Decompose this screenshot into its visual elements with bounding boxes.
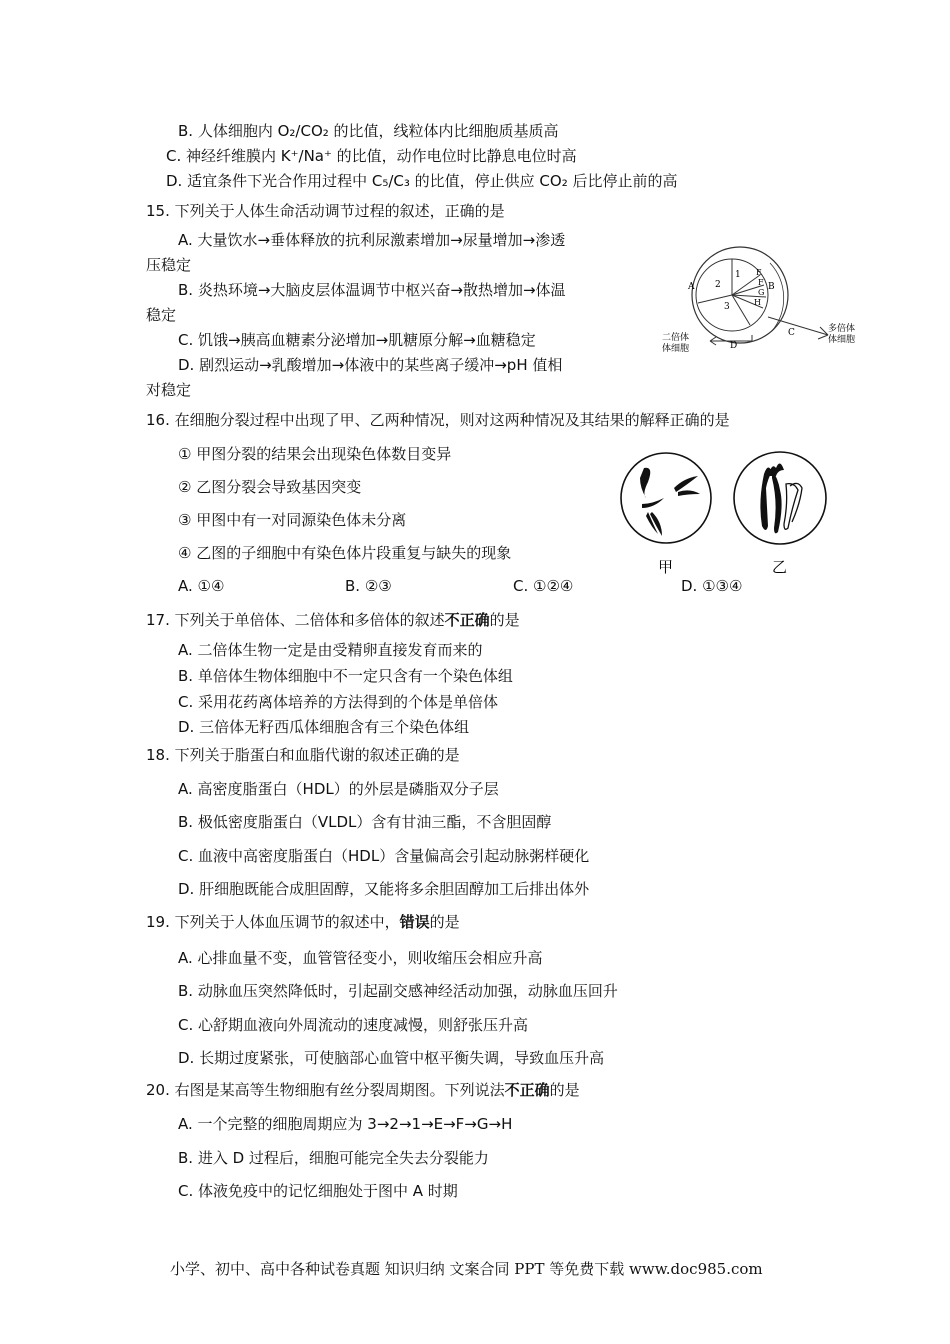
q15-option-d-line1: D. 剧烈运动→乳酸增加→体液中的某些离子缓冲→pH 值相 [178,356,563,374]
q15-option-b-line1: B. 炎热环境→大脑皮层体温调节中枢兴奋→散热增加→体温 [178,281,566,299]
polyploid-label-1: 多倍体 [828,324,856,334]
q17-stem-emphasis: 不正确 [444,611,490,629]
q15-option-a-line1: A. 大量饮水→垂体释放的抗利尿激素增加→尿量增加→渗透 [178,231,566,249]
figure-jia-label: 甲 [658,558,674,576]
q16-statement-4: ④ 乙图的子细胞中有染色体片段重复与缺失的现象 [178,544,512,562]
svg-text:H: H [754,298,761,307]
svg-text:C: C [788,328,795,338]
segment-label-1: 1 [735,270,741,280]
q14-option-b: B. 人体细胞内 O₂/CO₂ 的比值，线粒体内比细胞质基质高 [178,122,559,140]
q15-option-d-line2: 对稳定 [146,381,192,399]
label-b: B [768,282,775,292]
q20-stem: 20. 右图是某高等生物细胞有丝分裂周期图。下列说法不正确的是 [146,1081,580,1099]
q15-stem: 15. 下列关于人体生命活动调节过程的叙述，正确的是 [146,202,505,220]
q17-option-a: A. 二倍体生物一定是由受精卵直接发育而来的 [178,641,483,659]
polyploid-label-2: 体细胞 [828,335,856,345]
q19-option-c: C. 心舒期血液向外周流动的速度减慢，则舒张压升高 [178,1016,529,1034]
segment-label-2: 2 [715,280,721,290]
q19-option-d: D. 长期过度紧张，可使脑部心血管中枢平衡失调，导致血压升高 [178,1049,605,1067]
svg-text:D: D [730,341,738,351]
q18-option-d: D. 肝细胞既能合成胆固醇，又能将多余胆固醇加工后排出体外 [178,880,590,898]
q16-option-a: A. ①④ [178,577,225,595]
page-footer: 小学、初中、高中各种试卷真题 知识归纳 文案合同 PPT 等免费下载 www.doc985.com [170,1260,763,1278]
q16-statement-3: ③ 甲图中有一对同源染色体未分离 [178,511,407,529]
q15-option-a-line2: 压稳定 [146,256,192,274]
q17-option-b: B. 单倍体生物体细胞中不一定只含有一个染色体组 [178,667,513,685]
cell-cycle-figure [660,245,870,365]
label-a: A [688,282,695,292]
figure-yi-label: 乙 [772,558,788,576]
q16-stem: 16. 在细胞分裂过程中出现了甲、乙两种情况，则对这两种情况及其结果的解释正确的是 [146,411,730,429]
q20-option-b: B. 进入 D 过程后，细胞可能完全失去分裂能力 [178,1149,489,1167]
svg-text:E: E [756,268,762,277]
segment-label-3: 3 [724,302,730,312]
q19-stem-emphasis: 错误 [399,913,430,931]
svg-text:F: F [758,278,764,287]
svg-text:G: G [758,288,765,297]
q17-option-c: C. 采用花药离体培养的方法得到的个体是单倍体 [178,693,499,711]
q14-option-d: D. 适宜条件下光合作用过程中 C₅/C₃ 的比值，停止供应 CO₂ 后比停止前的高 [166,172,678,190]
q20-option-a: A. 一个完整的细胞周期应为 3→2→1→E→F→G→H [178,1115,513,1133]
q14-option-c: C. 神经纤维膜内 K⁺/Na⁺ 的比值，动作电位时比静息电位时高 [166,147,577,165]
q16-statement-2: ② 乙图分裂会导致基因突变 [178,478,362,496]
diploid-label-2: 体细胞 [662,344,690,354]
q20-option-c: C. 体液免疫中的记忆细胞处于图中 A 时期 [178,1182,458,1200]
q16-option-b: B. ②③ [345,577,392,595]
q16-statement-1: ① 甲图分裂的结果会出现染色体数目变异 [178,445,452,463]
diploid-label-1: 二倍体 [662,333,690,343]
q18-option-b: B. 极低密度脂蛋白（VLDL）含有甘油三酯，不含胆固醇 [178,813,552,831]
figure-yi [728,448,832,578]
q18-option-a: A. 高密度脂蛋白（HDL）的外层是磷脂双分子层 [178,780,499,798]
figure-jia [618,448,718,578]
q16-option-d: D. ①③④ [681,577,743,595]
q20-stem-emphasis: 不正确 [504,1081,550,1099]
q19-stem: 19. 下列关于人体血压调节的叙述中，错误的是 [146,913,460,931]
q15-option-b-line2: 稳定 [146,306,177,324]
q18-stem: 18. 下列关于脂蛋白和血脂代谢的叙述正确的是 [146,746,460,764]
q15-option-c: C. 饥饿→胰高血糖素分泌增加→肌糖原分解→血糖稳定 [178,331,536,349]
q16-option-c: C. ①②④ [513,577,574,595]
q17-option-d: D. 三倍体无籽西瓜体细胞含有三个染色体组 [178,718,470,736]
q17-stem: 17. 下列关于单倍体、二倍体和多倍体的叙述不正确的是 [146,611,520,629]
q18-option-c: C. 血液中高密度脂蛋白（HDL）含量偏高会引起动脉粥样硬化 [178,847,590,865]
q19-option-b: B. 动脉血压突然降低时，引起副交感神经活动加强，动脉血压回升 [178,982,618,1000]
q19-option-a: A. 心排血量不变，血管管径变小，则收缩压会相应升高 [178,949,543,967]
